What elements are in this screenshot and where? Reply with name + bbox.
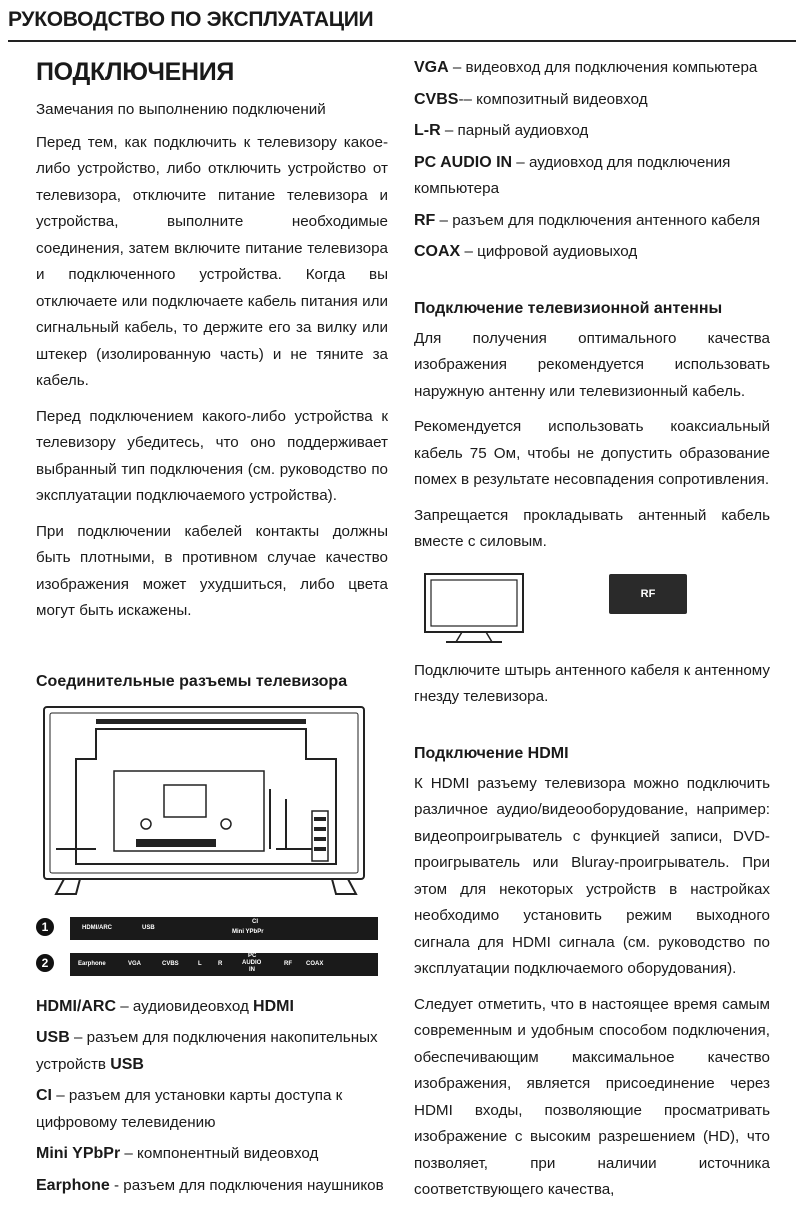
right-column: [414, 55, 770, 1213]
header-title: РУКОВОДСТВО ПО ЭКСПЛУАТАЦИИ: [8, 8, 374, 31]
term-hdmi: HDMI/ARC – аудиовидеовход HDMI: [36, 997, 294, 1015]
antenna-caption: Подключите штырь антенного кабеля к антенному гнезду телевизора.: [414, 661, 770, 705]
term-coax: COAX – цифровой аудиовыход: [414, 243, 638, 260]
tv-front-icon: [422, 572, 532, 652]
term-rf: RF – разъем для подключения антенного кабеля: [414, 211, 761, 229]
term-ci: CI – разъем для установки карты доступа к цифровому телевидению: [36, 1087, 343, 1131]
label-hdmi: HDMI/ARC: [82, 924, 112, 931]
term-vga: VGA – видеовход для подключения компьютера: [414, 59, 758, 76]
label-in: IN: [249, 966, 255, 973]
term-lr: L-R – парный аудиовход: [414, 122, 589, 139]
term-usb: USB – разъем для подключения накопительных устройств USB: [36, 1029, 378, 1073]
badge-2: 2: [36, 954, 54, 972]
connector-strip-1: [36, 917, 388, 940]
tv-back-panel-diagram: [36, 699, 376, 909]
connectors-heading: Соединительные разъемы телевизора: [36, 672, 348, 690]
paragraph: Перед тем, как подключить к телевизору какое-либо устройство, либо отключить устройство от телевизора, отключите питание телевизора и устройства, выполните необходимые соединения, затем включите питание телевизора и подключенного устройства. Когда вы отключаете или подключаете кабель питания или сигнальный кабель, то держите его за вилку или штекер (изолированную часть) и не тяните за кабель.: [36, 133, 388, 389]
paragraph: Перед подключением какого-либо устройства к телевизору убедитесь, что оно поддерживает выбранный тип подключения (см. руководство по эксплуатации подключаемого устройства).: [36, 407, 388, 504]
label-coax: COAX: [306, 960, 324, 967]
left-column: [36, 52, 388, 1204]
paragraph: При подключении кабелей контакты должны быть плотными, в противном случае качество изображения может ухудшиться, либо цвета могут быть искажены.: [36, 522, 388, 619]
label-earphone: Earphone: [78, 960, 106, 967]
term-pc-audio: PC AUDIO IN – аудиовход для подключения компьютера: [414, 153, 731, 197]
notes-title: Замечания по выполнению подключений: [36, 101, 326, 118]
label-rf: RF: [284, 960, 292, 967]
label-l: L: [198, 960, 202, 967]
paragraph: Для получения оптимального качества изображения рекомендуется использовать наружную антенну или телевизионный кабель.: [414, 329, 770, 400]
section-heading-connections: ПОДКЛЮЧЕНИЯ: [36, 58, 235, 86]
antenna-heading: Подключение телевизионной антенны: [414, 299, 723, 317]
label-vga: VGA: [128, 960, 142, 967]
label-cvbs: CVBS: [162, 960, 179, 967]
label-pc: PC: [248, 952, 257, 959]
term-earphone: Earphone - разъем для подключения наушников: [36, 1176, 384, 1194]
paragraph: Следует отметить, что в настоящее время самым современным и удобным способом подключения, обеспечивающим максимальное качество изображения, является присоединение через HDMI входы, позволяющие просматривать изображение с высоким разрешением (HD), что позволяет, при наличии источника соответствующего качества,: [414, 995, 770, 1198]
label-usb: USB: [142, 924, 155, 931]
paragraph: Запрещается прокладывать антенный кабель вместе с силовым.: [414, 506, 770, 550]
connector-strip-2: [36, 953, 388, 976]
left-terms: [36, 994, 388, 1200]
label-audio: AUDIO: [242, 959, 262, 966]
term-cvbs: CVBS-– композитный видеовход: [414, 90, 648, 108]
paragraph: Рекомендуется использовать коаксиальный кабель 75 Ом, чтобы не допустить образование помех в результате несовпадения сопротивления.: [414, 418, 770, 488]
term-ypbpr: Mini YPbPr – компонентный видеовход: [36, 1145, 319, 1162]
label-ci: CI: [252, 918, 258, 925]
paragraph: К HDMI разъему телевизора можно подключить различное аудио/видеооборудование, например: видеопроигрыватель с функцией записи, DVD-проигрыватель или Bluray-проигрыватель. При этом для некоторых устройств в настройках необходимо установить режим выходного сигнала для HDMI сигнала (см. руководство по эксплуатации подключаемого оборудования).: [414, 774, 770, 977]
badge-1: 1: [36, 918, 54, 936]
rf-connector-box: RF: [609, 574, 687, 614]
hdmi-heading: Подключение HDMI: [414, 744, 569, 762]
label-r: R: [218, 960, 223, 967]
page-header: [8, 6, 796, 42]
label-ypbpr: Mini YPbPr: [232, 928, 264, 935]
antenna-diagram: [414, 566, 770, 658]
